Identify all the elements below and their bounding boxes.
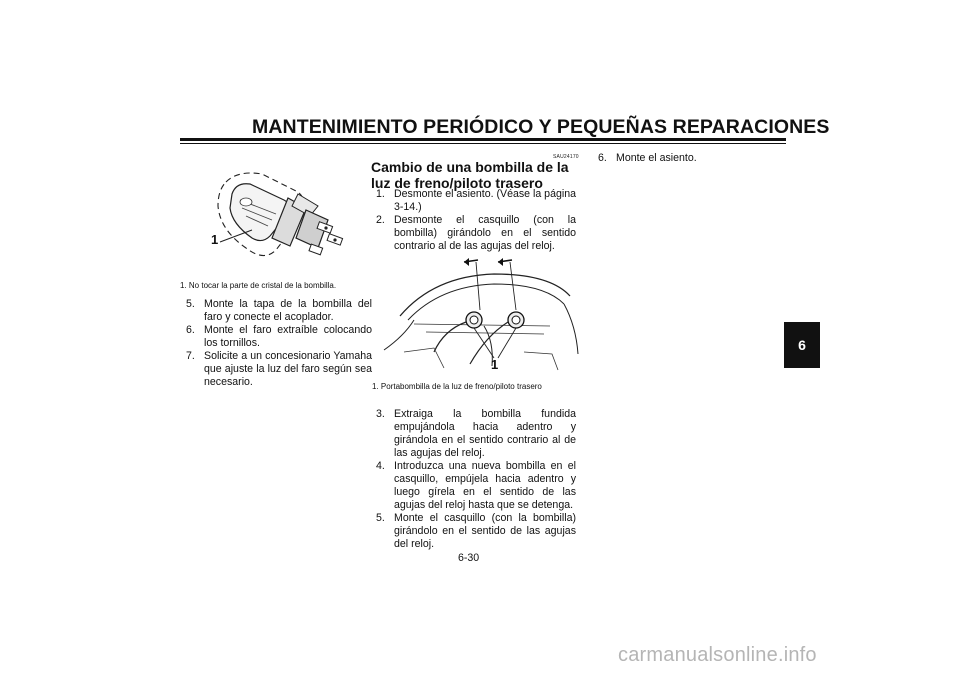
headlight-bulb-illustration [206, 164, 356, 276]
right-steps [598, 152, 784, 165]
step-item [376, 214, 576, 253]
step-number: 6. [186, 324, 195, 336]
page-number: 6-30 [458, 552, 480, 564]
step-number: 5. [186, 298, 195, 310]
step-number: 5. [376, 512, 385, 524]
figure-caption: 1. Portabombilla de la luz de freno/piloto trasero [372, 382, 542, 391]
step-number: 2. [376, 214, 385, 226]
step-text: Desmonte el asiento. (Véase la página 3-14.) [394, 188, 576, 213]
watermark: carmanualsonline.info [618, 644, 817, 666]
step-item [376, 408, 576, 460]
left-steps [186, 298, 372, 389]
step-text: Monte el faro extraíble colocando los tornillos. [204, 324, 372, 349]
page-title: MANTENIMIENTO PERIÓDICO Y PEQUEÑAS REPARACIONES [252, 116, 830, 138]
header-rule-thin [180, 143, 786, 144]
chapter-tab [784, 322, 820, 368]
middle-steps-top [376, 188, 576, 253]
step-number: 3. [376, 408, 385, 420]
step-item [186, 298, 372, 324]
step-text: Introduzca una nueva bombilla en el casquillo, empújela hacia adentro y luego gírela en el sentido de las agujas del reloj hasta que se detenga. [394, 460, 576, 511]
step-text: Solicite a un concesionario Yamaha que ajuste la luz del faro según sea necesario. [204, 350, 372, 388]
step-item [376, 512, 576, 551]
step-item [376, 460, 576, 512]
figure-caption: 1. No tocar la parte de cristal de la bombilla. [180, 281, 337, 290]
figure-callout: 1 [211, 232, 219, 247]
step-item [186, 324, 372, 350]
middle-steps-bottom [376, 408, 576, 551]
step-number: 1. [376, 188, 385, 200]
step-item [186, 350, 372, 389]
brake-light-socket-illustration [374, 256, 586, 376]
figure-callout: 1 [491, 357, 499, 372]
step-number: 7. [186, 350, 195, 362]
section-title: Cambio de una bombilla de la luz de freno/piloto trasero [371, 159, 569, 191]
step-item [598, 152, 784, 165]
step-item [376, 188, 576, 214]
step-number: 6. [598, 152, 607, 164]
chapter-tab-number: 6 [798, 337, 806, 353]
section-code: SAU24170 [553, 154, 579, 160]
step-text: Monte el asiento. [616, 152, 697, 164]
step-number: 4. [376, 460, 385, 472]
step-text: Monte la tapa de la bombilla del faro y conecte el acoplador. [204, 298, 372, 323]
step-text: Extraiga la bombilla fundida empujándola hacia adentro y girándola en el sentido contrario al de las agujas del reloj. [394, 408, 576, 459]
step-text: Monte el casquillo (con la bombilla) girándolo en el sentido de las agujas del reloj. [394, 512, 576, 550]
header-rule [180, 138, 786, 141]
step-text: Desmonte el casquillo (con la bombilla) girándolo en el sentido contrario al de las agujas del reloj. [394, 214, 576, 252]
